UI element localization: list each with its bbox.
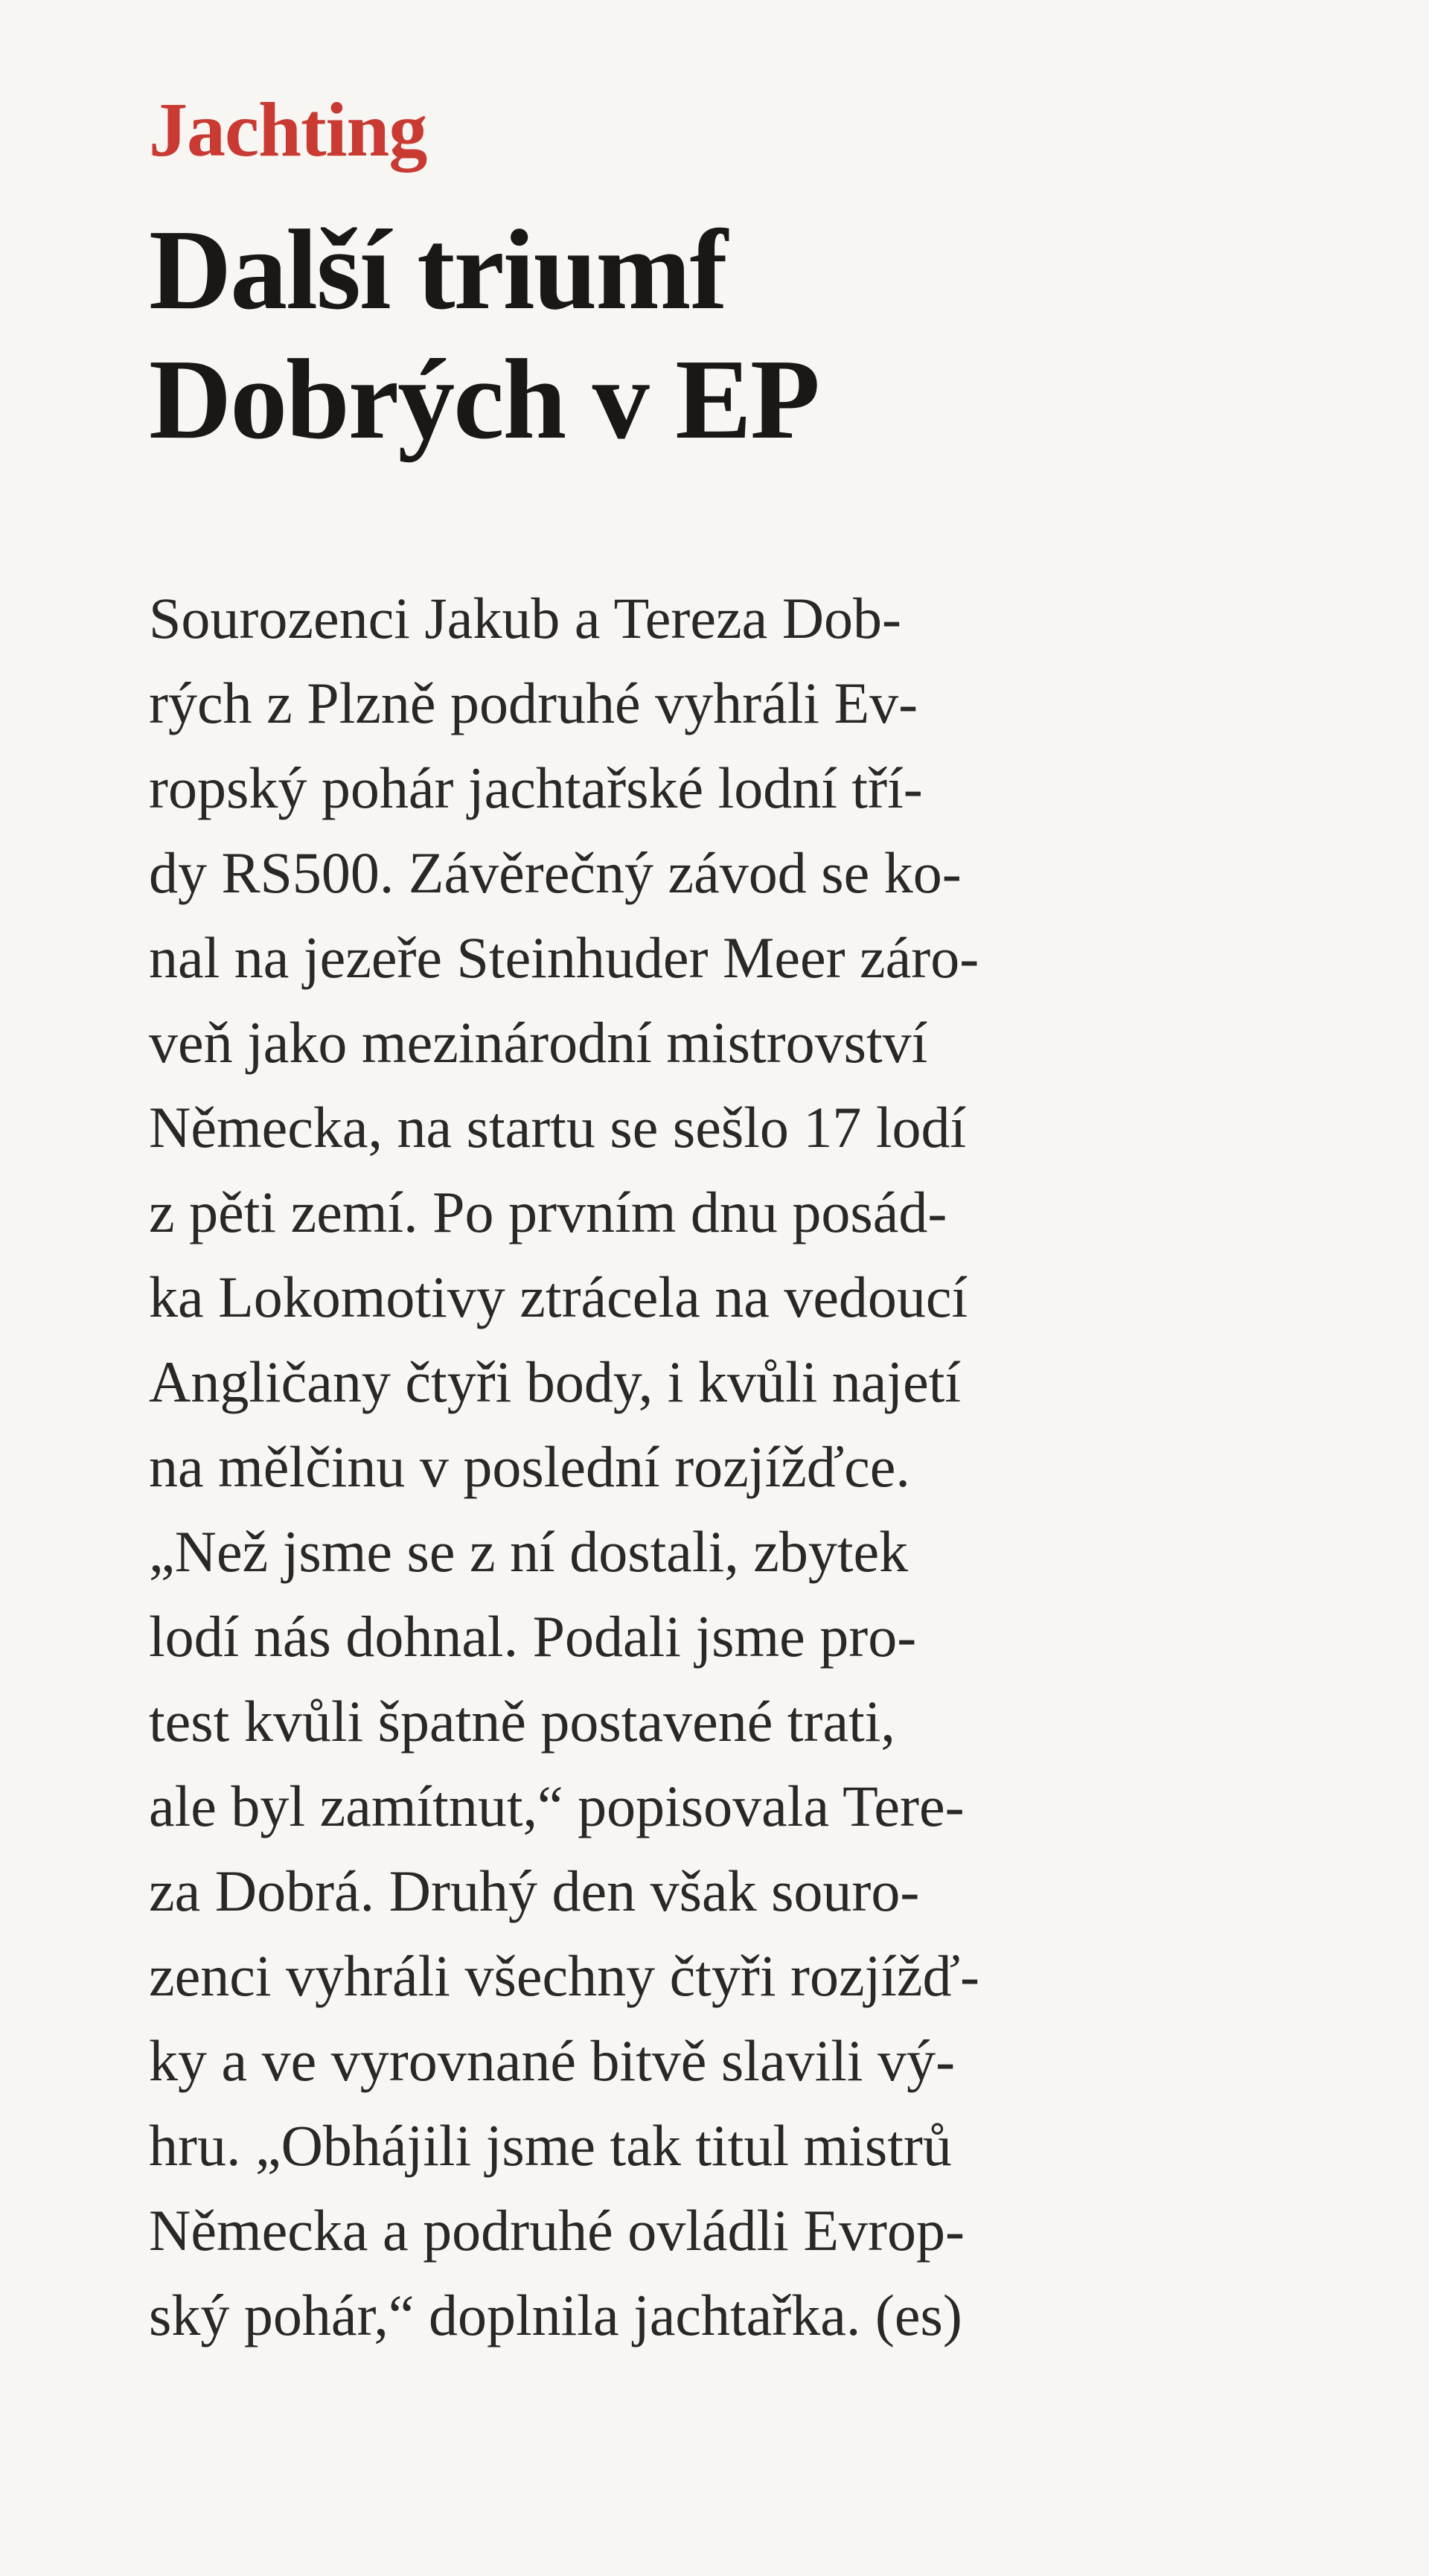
headline-line: Dobrých v EP xyxy=(149,336,819,463)
body-line: veň jako mezinárodní mistrovství xyxy=(149,1010,928,1075)
headline-line: Další triumf xyxy=(149,207,726,333)
body-line: Sourozenci Jakub a Tereza Dob- xyxy=(149,586,902,651)
body-line: ale byl zamítnut,“ popisovala Tere- xyxy=(149,1774,965,1838)
body-line: ky a ve vyrovnané bitvě slavili vý- xyxy=(149,2028,956,2093)
body-line: Německa, na startu se sešlo 17 lodí xyxy=(149,1095,967,1160)
body-line: Německa a podruhé ovládli Evrop- xyxy=(149,2198,965,2263)
body-line: ka Lokomotivy ztrácela na vedoucí xyxy=(149,1265,968,1329)
body-line: zenci vyhráli všechny čtyři rozjížď- xyxy=(149,1943,979,2008)
body-line: ský pohár,“ doplnila jachtařka. (es) xyxy=(149,2283,962,2348)
body-line: test kvůli špatně postavené trati, xyxy=(149,1689,895,1754)
body-line: „Než jsme se z ní dostali, zbytek xyxy=(149,1519,909,1584)
body-line: hru. „Obhájili jsme tak titul mistrů xyxy=(149,2113,952,2178)
body-line: Angličany čtyři body, i kvůli najetí xyxy=(149,1349,962,1414)
article xyxy=(149,82,1280,2358)
headline xyxy=(149,205,1280,464)
body-line: rých z Plzně podruhé vyhráli Ev- xyxy=(149,671,918,735)
body-line: z pěti zemí. Po prvním dnu posád- xyxy=(149,1180,947,1244)
body-line: za Dobrá. Druhý den však souro- xyxy=(149,1859,920,1923)
body-line: na mělčinu v poslední rozjížďce. xyxy=(149,1434,910,1499)
body-line: dy RS500. Závěrečný závod se ko- xyxy=(149,840,962,905)
body-line: ropský pohár jachtařské lodní tří- xyxy=(149,755,923,820)
section-kicker: Jachting xyxy=(149,87,427,173)
body-line: lodí nás dohnal. Podali jsme pro- xyxy=(149,1604,917,1669)
body-line: nal na jezeře Steinhuder Meer záro- xyxy=(149,925,979,990)
article-body xyxy=(149,576,1280,2358)
